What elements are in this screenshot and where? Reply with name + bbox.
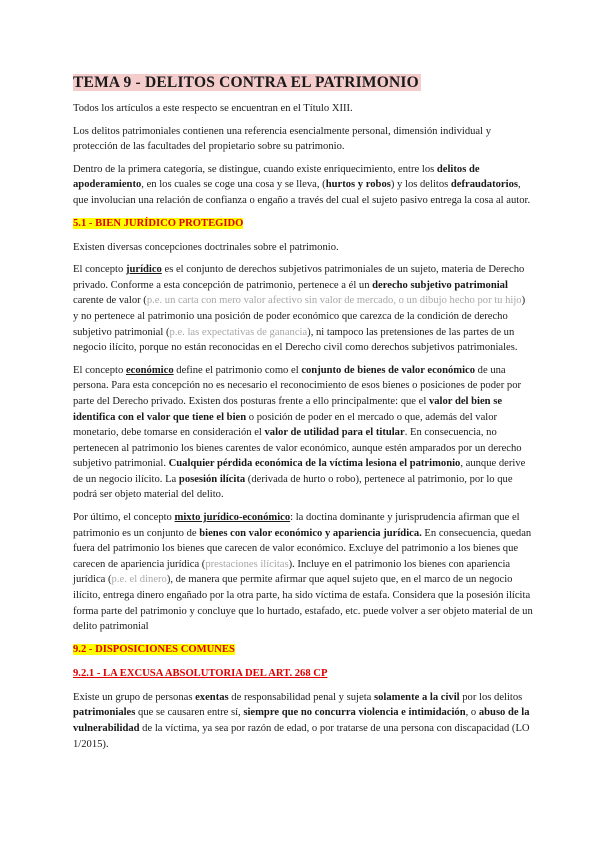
text-run: ). Incluye en el patrimonio los bienes con apariencia jurídica ( (73, 558, 511, 586)
document-title-text: TEMA 9 - DELITOS CONTRA EL PATRIMONIO (73, 74, 419, 91)
text-run: Existe un grupo de personas (73, 691, 196, 703)
emphasis-text: jurídico (125, 264, 162, 276)
paragraph (73, 510, 533, 635)
emphasis-text: siempre que no concurra violencia e intimidación (243, 707, 466, 719)
text-run: de responsabilidad penal y sujeta (228, 691, 374, 703)
example-text: p.e. las expectativas de ganancia (169, 326, 308, 338)
section-heading-text: 9.2 - DISPOSICIONES COMUNES (73, 643, 235, 655)
paragraph (73, 101, 533, 117)
text-run: ), ni tampoco las pretensiones de las partes de un negocio ilícito, porque no están reconocidas en el Derecho civil como derechos subjetivos patrimoniales. (73, 326, 518, 354)
paragraph (73, 363, 533, 503)
text-run: , aunque derive de un negocio ilícito. La (73, 458, 526, 485)
text-run: por los delitos (459, 691, 523, 703)
text-run: : la doctina dominante y jurisprudencia afirman que el patrimonio es un conjunto de (73, 512, 520, 539)
emphasis-text: solamente a la civil (373, 691, 460, 703)
text-run: ), de manera que permite afirmar que aquel sujeto que, en el marco de un negocio ilícito, entrega dinero engañado por la otra parte, ha sido víctima de estafa. Considera que la posesión ilícita forma parte del patrimonio y concluye que lo hurtado, estafado, etc. puede volver a ser objeto material de un delito patrimonial (73, 574, 533, 633)
section-heading (73, 216, 533, 231)
text-run: Por último, el concepto (73, 512, 175, 524)
paragraph (73, 262, 533, 356)
text-run: define el patrimonio como el (173, 364, 302, 376)
emphasis-text: bienes con valor económico y apariencia jurídica. (199, 527, 422, 539)
section-heading-text: 9.2.1 - LA EXCUSA ABSOLUTORIA DEL ART. 268 CP (73, 667, 328, 679)
text-run: o posición de poder en el mercado o que, además del valor monetario, debe tomarse en consideración el (73, 411, 498, 439)
text-run: , o (465, 707, 479, 719)
emphasis-text: delitos de apoderamiento (73, 163, 480, 191)
text-run: Todos los artículos a este respecto se encuentran en el Título XIII. (73, 103, 353, 114)
paragraph (73, 690, 533, 752)
emphasis-text: abuso de la vulnerabilidad (73, 707, 530, 734)
emphasis-text: derecho subjetivo patrimonial (372, 279, 508, 291)
text-run: que se causaren entre sí, (135, 707, 244, 719)
text-run: (derivada de hurto o robo), pertenece al patrimonio, por lo que podrá ser objeto material del delito. (73, 473, 513, 501)
emphasis-text: mixto jurídico-económico (174, 512, 291, 524)
section-heading-text: 5.1 - BIEN JURÍDICO PROTEGIDO (73, 217, 244, 229)
emphasis-text: defraudatorios (450, 179, 518, 191)
document-page (73, 74, 533, 759)
emphasis-text: exentas (195, 691, 229, 703)
paragraph (73, 240, 533, 256)
emphasis-text: valor del bien se identifica con el valor que tiene el bien (73, 395, 503, 423)
example-text: p.e. un carta con mero valor afectivo sin valor de mercado, o un dibujo hecho por tu hijo (146, 295, 522, 307)
text-run: de la víctima, ya sea por razón de edad, o por tratarse de una persona con discapacidad (LO 1/2015). (73, 723, 530, 750)
text-run: Los delitos patrimoniales contienen una referencia esencialmente personal, dimensión individual y protección de las facultades del propietario sobre su patrimonio. (73, 125, 492, 153)
text-run: ) y los delitos (390, 179, 451, 191)
document-body (73, 101, 533, 752)
emphasis-text: conjunto de bienes de valor económico (301, 364, 476, 376)
text-run: , que involucian una relación de confianza o engaño a través del cual el sujeto pasivo entrega la cosa al autor. (73, 179, 531, 206)
text-run: . En consecuencia, no pertenecen al patrimonio los bienes carentes de valor económico, aunque estén amparados por un derecho subjetivo patrimonial. (73, 427, 522, 470)
emphasis-text: posesión ilícita (178, 473, 246, 485)
emphasis-text: hurtos y robos (325, 179, 391, 191)
document-title (73, 74, 533, 92)
emphasis-text: económico (125, 364, 174, 376)
section-heading (73, 666, 533, 681)
text-run: Existen diversas concepciones doctrinales sobre el patrimonio. (73, 241, 339, 253)
section-heading (73, 642, 533, 657)
text-run: En consecuencia, quedan fuera del patrimonio los bienes que carecen de valor económico. Excluye del patrimonio a los bienes que carecen de apariencia jurídica ( (73, 527, 532, 570)
text-run: El concepto (73, 364, 126, 376)
text-run: de una persona. Para esta concepción no es necesario el reconocimiento de esos bienes o posiciones de poder por parte del Derecho privado. Existen dos posturas frente a ello principalmente: que el (73, 364, 522, 407)
emphasis-text: Cualquier pérdida económica de la víctima lesiona el patrimonio (168, 458, 461, 470)
text-run: ) y no pertenece al patrimonio una posición de poder económico que carezca de la condición de derecho subjetivo patrimonial ( (73, 295, 526, 338)
text-run: Dentro de la primera categoría, se distingue, cuando existe enriquecimiento, entre los (73, 163, 437, 175)
paragraph (73, 124, 533, 155)
text-run: es el conjunto de derechos subjetivos patrimoniales de un sujeto, materia de Derecho privado. Conforme a esta concepción de patrimonio, pertenece a él un (73, 264, 525, 291)
example-text: prestaciones ilícitas (205, 558, 289, 570)
paragraph (73, 162, 533, 209)
emphasis-text: patrimoniales (73, 707, 136, 719)
text-run: carente de valor ( (73, 295, 147, 307)
text-run: El concepto (73, 264, 126, 276)
text-run: , en los cuales se coge una cosa y se lleva, ( (141, 179, 326, 191)
example-text: p.e. el dinero (111, 574, 167, 586)
emphasis-text: valor de utilidad para el titular (264, 427, 405, 439)
